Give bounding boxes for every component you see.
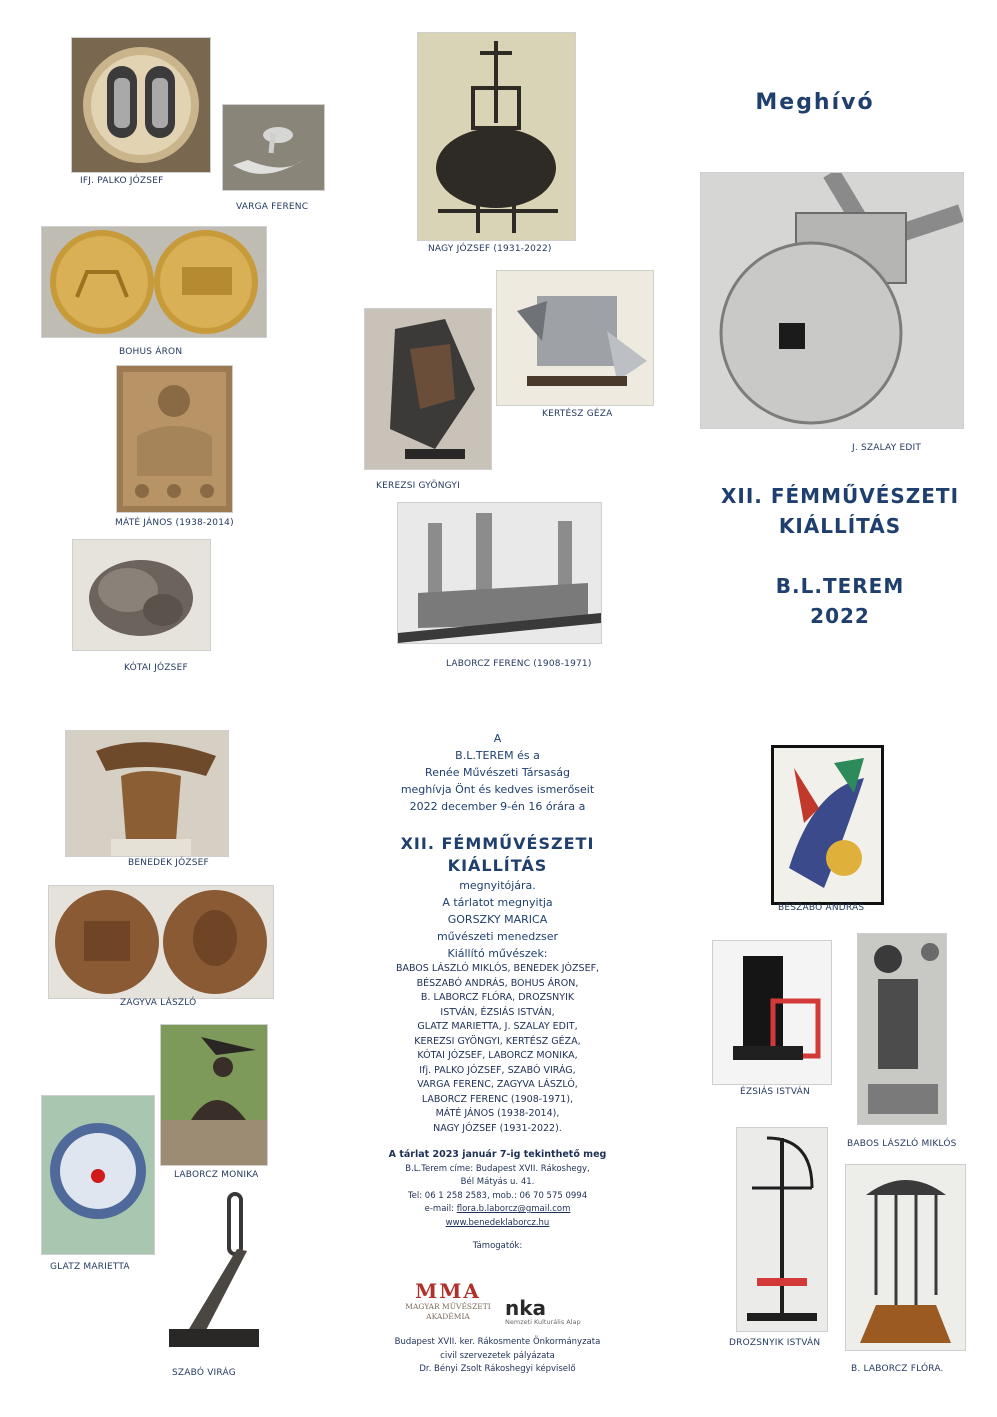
caption-beszabo: BÉSZABÓ ANDRÁS (778, 903, 865, 913)
caption-laborcz-ferenc: LABORCZ FERENC (1908-1971) (446, 659, 592, 669)
artwork-image-zagyva (48, 885, 274, 999)
artist-line: BABOS LÁSZLÓ MIKLÓS, BENEDEK JÓZSEF, (395, 963, 600, 974)
artist-line: Ifj. PALKO JÓZSEF, SZABÓ VIRÁG, (419, 1064, 576, 1076)
venue-line: B.L.TEREM (775, 574, 905, 598)
exhibition-title-line1: XII. FÉMMŰVÉSZETI (720, 484, 960, 508)
artwork-image-babos (857, 933, 947, 1125)
caption-ezsias: ÉZSIÁS ISTVÁN (740, 1087, 810, 1097)
invite-line-5: 2022 december 9-én 16 órára a (409, 800, 586, 813)
artist-line: KEREZSI GYÖNGYI, KERTÉSZ GÉZA, (414, 1035, 581, 1047)
support-line-2: civil szervezetek pályázata (440, 1350, 555, 1361)
artist-line: LABORCZ FERENC (1908-1971), (421, 1093, 574, 1105)
artwork-image-mate (116, 365, 233, 513)
artist-line: BÉSZABÓ ANDRÁS, BOHUS ÁRON, (416, 977, 579, 989)
caption-mate: MÁTÉ JÁNOS (1938-2014) (115, 518, 234, 528)
artwork-image-szalay (700, 172, 964, 429)
invite-line-1: A (493, 732, 502, 745)
caption-kereszi: KEREZSI GYÖNGYI (376, 481, 460, 491)
artwork-image-laborcz-monika (160, 1024, 268, 1166)
artwork-image-ezsias (712, 940, 832, 1085)
artwork-image-varga (222, 104, 325, 191)
support-line-1: Budapest XVII. ker. Rákosmente Önkormányzata (394, 1337, 601, 1347)
invite-title-2: KIÁLLÍTÁS (447, 856, 548, 875)
email-line (370, 1203, 625, 1217)
nka-logo-mark: nka (505, 1296, 547, 1320)
caption-glatz: GLATZ MARIETTA (50, 1262, 130, 1272)
artwork-image-benedek (65, 730, 229, 857)
artwork-image-laborcz-flora (845, 1164, 966, 1351)
caption-nagy: NAGY JÓZSEF (1931-2022) (428, 244, 552, 254)
mma-logo (398, 1280, 498, 1322)
invite-opener-name: GORSZKY MARICA (447, 913, 548, 926)
artist-line: KÓTAI JÓZSEF, LABORCZ MONIKA, (417, 1050, 578, 1061)
caption-bohus: BOHUS ÁRON (119, 347, 183, 357)
open-until: A tárlat 2023 január 7-ig tekinthető meg (388, 1149, 607, 1160)
caption-varga: VARGA FERENC (236, 202, 309, 212)
caption-szalay: J. SZALAY EDIT (852, 443, 922, 453)
nka-logo (505, 1298, 615, 1327)
invite-line-6: megnyitójára. (459, 879, 536, 892)
artist-line: GLATZ MARIETTA, J. SZALAY EDIT, (417, 1021, 578, 1032)
invitation-text-block (370, 730, 625, 1254)
invite-line-4: meghívja Önt és kedves ismerőseit (400, 783, 595, 796)
address-line-1: B.L.Terem címe: Budapest XVII. Rákoshegy, (405, 1163, 590, 1174)
invite-artists-label: Kiállító művészek: (447, 947, 548, 960)
caption-kertesz: KERTÉSZ GÉZA (542, 409, 613, 419)
artwork-image-kertesz (496, 270, 654, 406)
artwork-image-kereszi (364, 308, 492, 470)
address-line-2: Bél Mátyás u. 41. (460, 1177, 535, 1187)
caption-laborcz-flora: B. LABORCZ FLÓRA. (851, 1364, 944, 1374)
sponsors-label: Támogatók: (472, 1241, 523, 1251)
artwork-image-glatz (41, 1095, 155, 1255)
mma-name-2: AKADÉMIA (426, 1312, 470, 1321)
artwork-image-drozsnyik (736, 1127, 828, 1332)
mma-logo-mark: MMA (415, 1279, 481, 1303)
artwork-image-nagy (417, 32, 576, 241)
email-prefix: e-mail: (424, 1204, 457, 1214)
support-line-3: Dr. Bényi Zsolt Rákoshegyi képviselő (419, 1364, 576, 1374)
email-link[interactable]: flora.b.laborcz@gmail.com (456, 1204, 571, 1214)
invitation-heading: Meghívó (755, 90, 875, 115)
caption-zagyva: ZAGYVA LÁSZLÓ (120, 998, 197, 1008)
artwork-image-laborcz-ferenc (397, 502, 602, 644)
artist-line: NAGY JÓZSEF (1931-2022). (433, 1122, 562, 1134)
invite-opener-role: művészeti menedzser (436, 930, 559, 943)
website-link[interactable]: www.benedeklaborcz.hu (445, 1217, 550, 1228)
caption-palko: IFJ. PALKO JÓZSEF (80, 176, 164, 186)
artist-line: B. LABORCZ FLÓRA, DROZSNYIK (420, 992, 575, 1003)
phone-line: Tel: 06 1 258 2583, mob.: 06 70 575 0994 (407, 1190, 588, 1201)
nka-name: Nemzeti Kulturális Alap (505, 1318, 581, 1326)
artwork-image-beszabo (771, 745, 884, 905)
invite-line-3: Renée Művészeti Társaság (425, 766, 570, 779)
invite-title-1: XII. FÉMMŰVÉSZETI (400, 834, 595, 853)
artist-line: MÁTÉ JÁNOS (1938-2014), (435, 1108, 560, 1119)
caption-babos: BABOS LÁSZLÓ MIKLÓS (847, 1139, 957, 1149)
artwork-image-palko (71, 37, 211, 173)
invite-line-2: B.L.TEREM és a (455, 749, 540, 762)
artwork-image-kotai (72, 539, 211, 651)
support-block (370, 1336, 625, 1377)
artwork-image-bohus (41, 226, 267, 338)
exhibition-title-line2: KIÁLLÍTÁS (778, 514, 902, 538)
mma-name-1: MAGYAR MŰVÉSZETI (405, 1302, 491, 1311)
caption-drozsnyik: DROZSNYIK ISTVÁN (729, 1338, 821, 1348)
caption-kotai: KÓTAI JÓZSEF (124, 663, 188, 673)
caption-szabo: SZABÓ VIRÁG (172, 1368, 236, 1378)
artist-line: ISTVÁN, ÉZSIÁS ISTVÁN, (440, 1006, 555, 1018)
caption-benedek: BENEDEK JÓZSEF (128, 858, 209, 868)
invite-line-7: A tárlatot megnyitja (442, 896, 553, 909)
artwork-image-szabo (158, 1188, 268, 1360)
year-line: 2022 (810, 604, 870, 628)
artist-line: VARGA FERENC, ZAGYVA LÁSZLÓ, (417, 1079, 578, 1090)
caption-laborcz-monika: LABORCZ MONIKA (174, 1170, 259, 1180)
